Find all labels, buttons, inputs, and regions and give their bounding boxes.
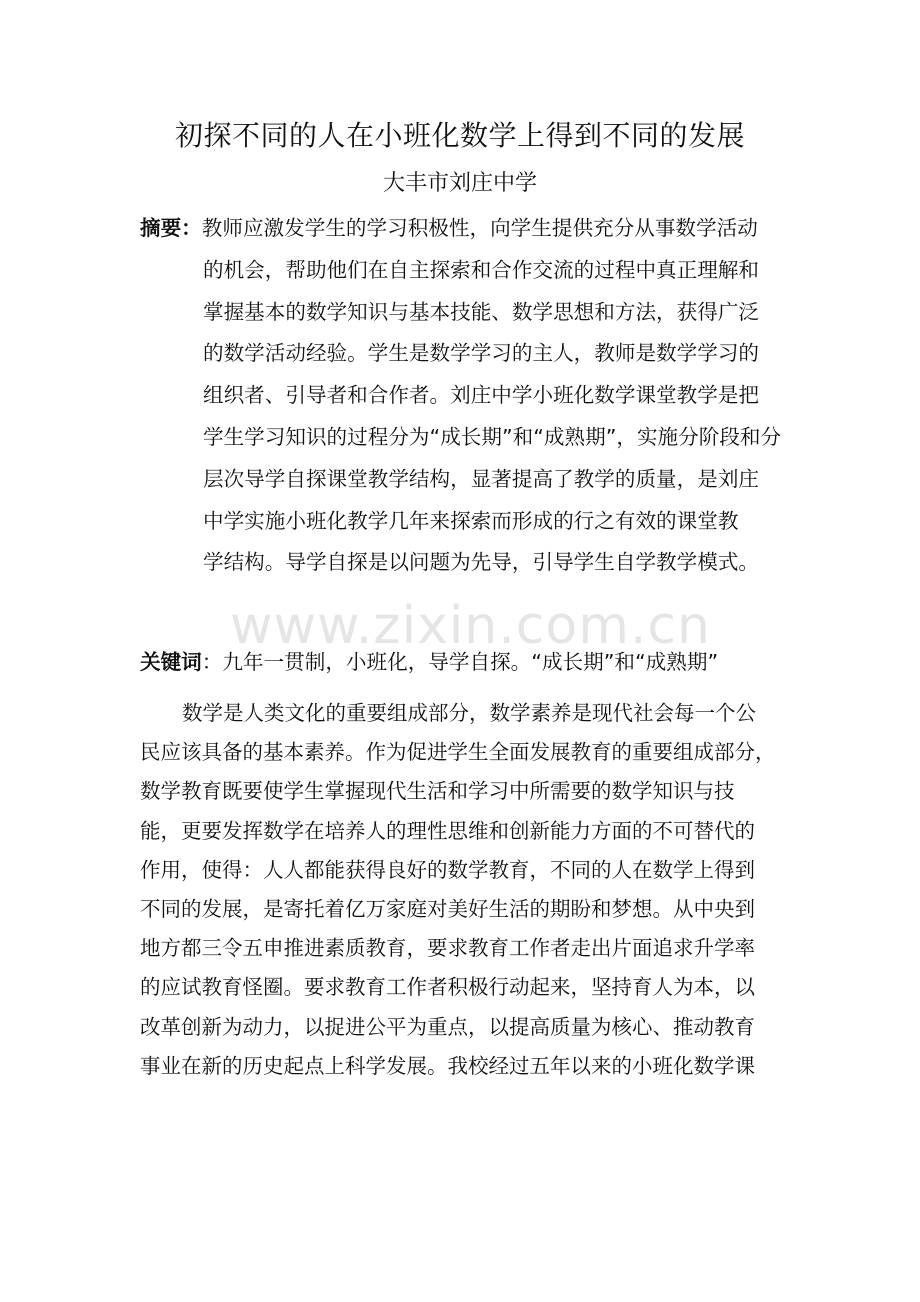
document-title: 初探不同的人在小班化数学上得到不同的发展	[174, 119, 745, 152]
body-line: 能，更要发挥数学在培养人的理性思维和创新能力方面的不可替代的	[140, 818, 755, 843]
keywords-text: ：九年一贯制，小班化，导学自探。“成长期”和“成熟期”	[201, 650, 719, 674]
body-line: 的应试教育怪圈。要求教育工作者积极行动起来，坚持育人为本，以	[140, 975, 755, 1000]
abstract-text: 教师应激发学生的学习积极性，向学生提供充分从事数学活动	[201, 216, 758, 240]
body-line: 民应该具备的基本素养。作为促进学生全面发展教育的重要组成部分，	[140, 740, 776, 765]
body-paragraph	[140, 694, 790, 1086]
body-line: 改革创新为动力，以捉进公平为重点，以提高质量为核心、推动教育	[140, 1014, 755, 1039]
abstract-line: 学结构。导学自探是以问题为先导，引导学生自学教学模式。	[203, 550, 760, 575]
body-line: 数学是人类文化的重要组成部分，数学素养是现代社会每一个公	[182, 701, 756, 725]
abstract-line: 学生学习知识的过程分为“成长期”和“成熟期”，实施分阶段和分	[203, 424, 782, 449]
body-line: 事业在新的历史起点上科学发展。我校经过五年以来的小班化数学课	[140, 1053, 755, 1078]
abstract-line	[140, 208, 790, 250]
abstract-line: 中学实施小班化教学几年来探索而形成的行之有效的课堂教	[203, 508, 739, 533]
body-line: 地方都三令五申推进素质教育，要求教育工作者走出片面追求升学率	[140, 936, 755, 961]
abstract-line: 的数学活动经验。学生是数学学习的主人，教师是数学学习的	[203, 341, 760, 366]
body-line: 不同的发展，是寄托着亿万家庭对美好生活的期盼和梦想。从中央到	[140, 896, 755, 921]
keywords-label: 关键词	[140, 650, 202, 674]
abstract-line: 层次导学自探课堂教学结构，显著提高了教学的质量，是刘庄	[203, 466, 760, 491]
document-author: 大丰市刘庄中学	[382, 171, 537, 196]
body-line: 作用，使得：人人都能获得良好的数学教育，不同的人在数学上得到	[140, 857, 755, 882]
watermark: www.zixin.com.cn	[230, 596, 711, 656]
abstract-section	[140, 208, 790, 584]
abstract-label: 摘要：	[140, 216, 202, 240]
abstract-line: 的机会，帮助他们在自主探索和合作交流的过程中真正理解和	[203, 257, 760, 282]
abstract-line: 组织者、引导者和合作者。刘庄中学小班化数学课堂教学是把	[203, 383, 760, 408]
keywords-section	[140, 642, 790, 682]
abstract-line: 掌握基本的数学知识与基本技能、数学思想和方法，获得广泛	[203, 299, 760, 324]
body-line: 数学教育既要使学生掌握现代生活和学习中所需要的数学知识与技	[140, 779, 735, 804]
